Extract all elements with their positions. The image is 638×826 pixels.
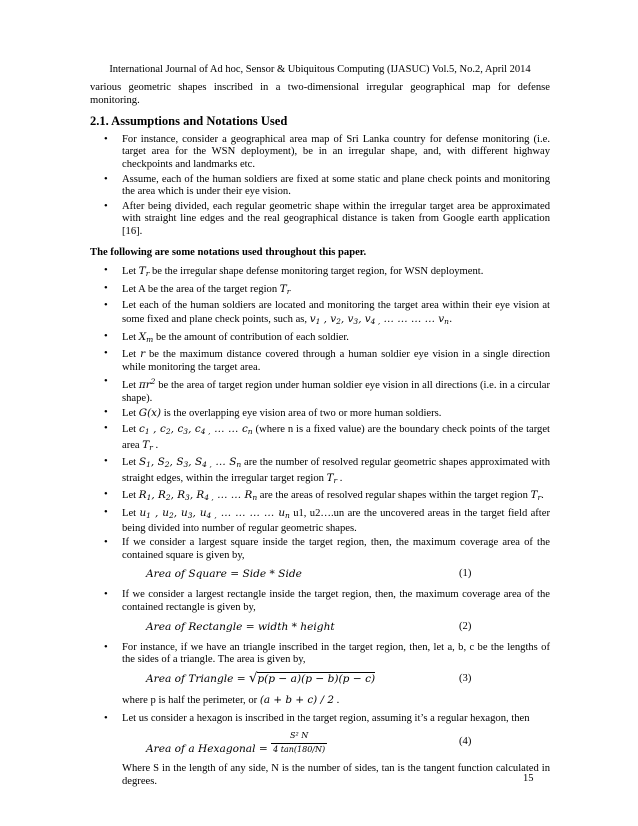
bullet-icon: • (104, 376, 108, 388)
list-item: • Let $u_1$ , $u_2$, $u_3$, $u_{4 ,}$ … … … … $u_n$ u1, u2….un are the uncovered areas in the target field after being divided into number of regular geometric shapes. (104, 507, 550, 534)
bullet-icon: • (104, 407, 108, 419)
equation-4: Area of a Hexagonal = $\frac{\text{S² N}}{4 \tan(180/N)}$ (4) (146, 730, 472, 756)
list-item: • Let $S_1$, $S_2$, $S_3$, $S_{4 ,}$ … $S_n$ are the number of resolved regular geometric shapes approximated with straight edges, within the irregular target region $T_r$ . (104, 456, 551, 485)
intro-paragraph: various geometric shapes inscribed in a two-dimensional irregular geographical map for defense monitoring. (90, 82, 550, 106)
list-item: • Let $\pi r^2$ be the area of target region under human soldier eye vision in all directions (i.e. in a circular shape). (104, 376, 551, 404)
list-item: • If we consider a largest square inside the target region, then, the maximum coverage area of the contained square is given by, (104, 537, 550, 561)
equation-2: Area of Rectangle = width * height (2) (146, 620, 472, 633)
equation-number: (4) (459, 735, 472, 747)
list-item: • For instance, consider a geographical area map of Sri Lanka country for defense monitoring (i.e. target area for the WSN deployment), be in an irregular shape, and, with different highway checkpoints and landmarks etc. (104, 133, 550, 170)
bullet-icon: • (104, 348, 108, 360)
bullet-icon: • (104, 489, 108, 501)
list-item: • If we consider a largest rectangle inside the target region, then, the maximum coverage area of the contained rectangle is given by, (104, 589, 550, 613)
rectangle-list (90, 589, 550, 614)
list-item: • Let A be the area of the target region $T_r$ (104, 282, 291, 296)
perimeter-note: where p is half the perimeter, or (a + b + c) / 2 . (122, 693, 340, 706)
hexagon-list (90, 713, 550, 726)
equation-number: (2) (459, 620, 472, 632)
bullet-icon: • (104, 173, 108, 185)
list-item: • Let us consider a hexagon is inscribed in the target region, assuming it’s a regular hexagon, then (104, 713, 530, 725)
list-item: • Let $R_1$, $R_2$, $R_3$, $R_{4 ,}$ … … $R_n$ are the areas of resolved regular shapes within the target region $T_r$. (104, 489, 544, 503)
list-item: • For instance, if we have an triangle inscribed in the target region, then, let a, b, c be the lengths of the sides of a triangle. The area is given by, (104, 641, 550, 666)
bullet-icon: • (104, 423, 108, 435)
page-content (90, 82, 550, 794)
bullet-icon: • (104, 507, 108, 519)
page-number: 15 (523, 773, 534, 784)
assumptions-list (90, 134, 550, 239)
bullet-icon: • (104, 537, 108, 549)
bullet-icon: • (104, 589, 108, 601)
equation-number: (3) (459, 672, 472, 684)
equation-3: Area of Triangle = √p(p − a)(p − b)(p − c) (3) (146, 670, 472, 686)
section-title: 2.1. Assumptions and Notations Used (90, 114, 288, 129)
bullet-icon: • (104, 330, 108, 342)
bullet-icon: • (104, 133, 108, 145)
bullet-icon: • (104, 200, 108, 212)
list-item: • Let $T_r$ be the irregular shape defense monitoring target region, for WSN deployment. (104, 265, 484, 279)
bullet-icon: • (104, 641, 108, 653)
closing-paragraph: Where S in the length of any side, N is the number of sides, tan is the tangent function calculated in degrees. (122, 762, 550, 787)
notations-list (90, 265, 550, 562)
list-item: • Let G(x) is the overlapping eye vision area of two or more human soldiers. (104, 407, 442, 420)
equation-1: Area of Square = Side * Side (1) (146, 568, 472, 581)
bullet-icon: • (104, 300, 108, 312)
bullet-icon: • (104, 265, 108, 277)
notations-heading: The following are some notations used throughout this paper. (90, 246, 367, 258)
list-item: • Let $c_1$ , $c_2$, $c_3$, $c_{4 ,}$ … … $c_n$ (where n is a fixed value) are the boundary check points of the target area $T_r$ . (104, 423, 550, 452)
bullet-icon: • (104, 456, 108, 468)
triangle-list (90, 642, 550, 667)
bullet-icon: • (104, 713, 108, 725)
list-item: • Assume, each of the human soldiers are fixed at some static and plane check points and monitoring the area which is under their eye vision. (104, 173, 550, 198)
hexagon-fraction: $\frac{\text{S² N}}{4 \tan(180/N)}$ (273, 730, 326, 754)
equation-number: (1) (459, 568, 472, 580)
list-item: • After being divided, each regular geometric shape within the irregular target area be approximated with straight line edges and the real geographical distance is taken from Google earth application [16]. (104, 200, 550, 237)
bullet-icon: • (104, 282, 108, 294)
list-item: • Let each of the human soldiers are located and monitoring the target area within their eye vision at some fixed and plane check points, such as, $v_1$ , $v_2$, $v_3$, $v_{4 ,}$ … … … … $v_n$. (104, 300, 550, 326)
journal-header: International Journal of Ad hoc, Sensor & Ubiquitous Computing (IJASUC) Vol.5, No.2, April 2014 (109, 64, 531, 75)
list-item: • Let r be the maximum distance covered through a human soldier eye vision in a single direction while monitoring the target area. (104, 348, 551, 373)
sqrt-icon: √ (249, 670, 258, 686)
list-item: • Let $X_m$ be the amount of contribution of each soldier. (104, 330, 349, 344)
